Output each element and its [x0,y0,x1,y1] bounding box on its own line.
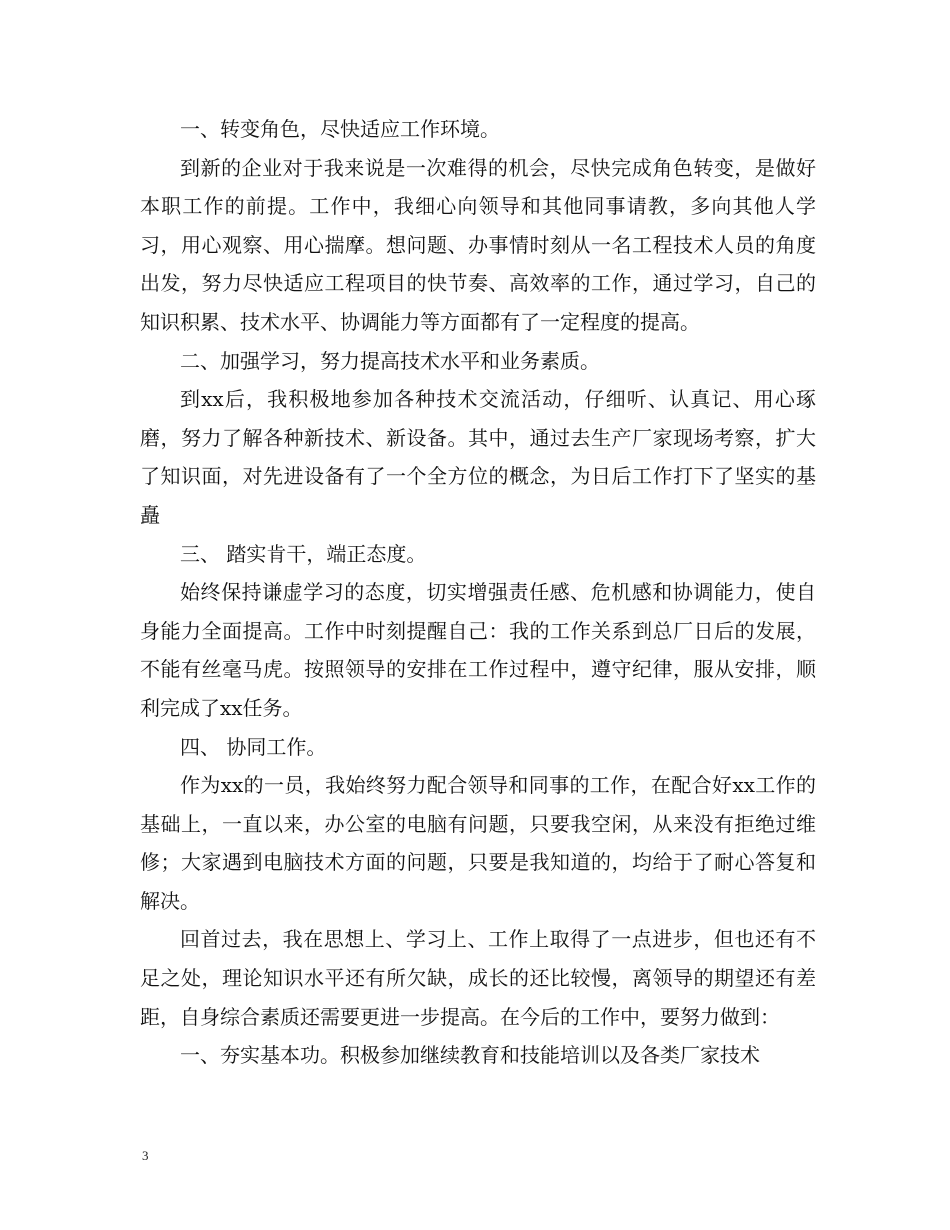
page-number: 3 [142,1148,149,1163]
document-body [140,110,816,1075]
paragraph-3: 始终保持谦虚学习的态度，切实增强责任感、危机感和协调能力，使自身能力全面提高。工作中时刻提醒自己：我的工作关系到总厂日后的发展，不能有丝毫马虎。按照领导的安排在工作过程中，遵守纪律，服从安排，顺利完成了xx任务。 [140,580,816,720]
paragraph-6: 一、夯实基本功。积极参加继续教育和技能培训以及各类厂家技术 [180,1043,760,1068]
paragraph-4: 作为xx的一员，我始终努力配合领导和同事的工作，在配合好xx工作的基础上，一直以来，办公室的电脑有问题，只要我空闲，从来没有拒绝过维修；大家遇到电脑技术方面的问题，只要是我知道的，均给于了耐心答复和解决。 [140,773,816,913]
paragraph-1: 到新的企业对于我来说是一次难得的机会，尽快完成角色转变，是做好本职工作的前提。工作中，我细心向领导和其他同事请教，多向其他人学习，用心观察、用心揣摩。想问题、办事情时刻从一名工程技术人员的角度出发，努力尽快适应工程项目的快节奏、高效率的工作，通过学习，自己的知识积累、技术水平、协调能力等方面都有了一定程度的提高。 [140,155,816,334]
heading-3: 三、 踏实肯干，端正态度。 [180,541,427,566]
heading-2: 二、加强学习，努力提高技术水平和业务素质。 [180,348,600,373]
heading-4: 四、 协同工作。 [180,734,327,759]
heading-1: 一、转变角色，尽快适应工作环境。 [180,117,500,141]
paragraph-5: 回首过去，我在思想上、学习上、工作上取得了一点进步，但也还有不足之处，理论知识水平还有所欠缺，成长的还比较慢，离领导的期望还有差距，自身综合素质还需要更进一步提高。在今后的工作中，要努力做到： [140,927,816,1029]
paragraph-2: 到xx后，我积极地参加各种技术交流活动，仔细听、认真记、用心琢磨，努力了解各种新技术、新设备。其中，通过去生产厂家现场考察，扩大了知识面，对先进设备有了一个全方位的概念，为日后工作打下了坚实的基矗 [140,387,816,527]
